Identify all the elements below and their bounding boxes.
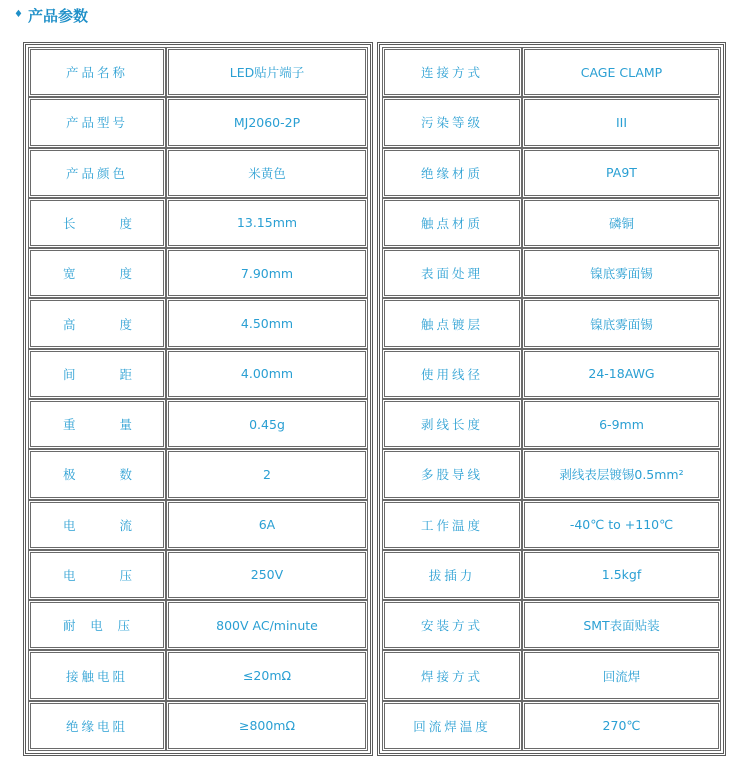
param-value: 4.00mm — [166, 349, 368, 399]
param-label-char: 距 — [119, 366, 135, 382]
param-label — [28, 198, 166, 248]
param-label — [28, 500, 166, 550]
param-value: 6-9mm — [522, 399, 721, 449]
param-value: -40℃ to +110℃ — [522, 500, 721, 550]
table-row — [382, 550, 721, 600]
param-label — [28, 600, 166, 650]
table-row — [382, 399, 721, 449]
param-label-char: 电 — [63, 567, 79, 583]
param-label-char: 度 — [119, 215, 135, 231]
param-label-char: 压 — [117, 618, 133, 634]
param-label-char: 数 — [119, 467, 135, 483]
param-label-char: 宽 — [63, 266, 79, 282]
table-row — [28, 349, 368, 399]
param-value: LED贴片端子 — [166, 47, 368, 97]
param-value: PA9T — [522, 148, 721, 198]
param-value: 米黄色 — [166, 148, 368, 198]
param-label-char: 压 — [119, 567, 135, 583]
table-row — [28, 97, 368, 147]
param-label — [28, 248, 166, 298]
table-row — [28, 701, 368, 751]
param-label — [28, 298, 166, 348]
param-value: SMT表面贴装 — [522, 600, 721, 650]
param-value: 800V AC/minute — [166, 600, 368, 650]
param-value: III — [522, 97, 721, 147]
table-row — [28, 198, 368, 248]
param-label: 连接方式 — [382, 47, 522, 97]
table-row — [28, 298, 368, 348]
param-value: 270℃ — [522, 701, 721, 751]
diamond-icon: ♦ — [14, 9, 23, 20]
param-label: 表面处理 — [382, 248, 522, 298]
param-value: 24-18AWG — [522, 349, 721, 399]
param-label-char: 量 — [119, 417, 135, 433]
param-value: 7.90mm — [166, 248, 368, 298]
table-row — [382, 248, 721, 298]
table-row — [382, 148, 721, 198]
table-row — [28, 47, 368, 97]
param-label: 产品颜色 — [28, 148, 166, 198]
table-row — [28, 500, 368, 550]
table-row — [382, 701, 721, 751]
table-row — [28, 550, 368, 600]
param-label: 绝缘材质 — [382, 148, 522, 198]
param-value: 镍底雾面锡 — [522, 298, 721, 348]
table-row — [382, 298, 721, 348]
param-label-char: 重 — [63, 417, 79, 433]
table-row — [28, 600, 368, 650]
param-value: 0.45g — [166, 399, 368, 449]
param-label-char: 度 — [119, 316, 135, 332]
spec-table-right — [377, 42, 726, 756]
param-label: 剥线长度 — [382, 399, 522, 449]
param-label-char: 长 — [63, 215, 79, 231]
param-value: 磷铜 — [522, 198, 721, 248]
param-value: MJ2060-2P — [166, 97, 368, 147]
param-label: 产品型号 — [28, 97, 166, 147]
param-value: 1.5kgf — [522, 550, 721, 600]
section-title: 产品参数 — [27, 6, 88, 25]
param-label: 回流焊温度 — [382, 701, 522, 751]
param-value: 剥线表层镀锡0.5mm² — [522, 449, 721, 499]
table-row — [28, 650, 368, 700]
param-label-char: 间 — [63, 366, 79, 382]
table-row — [28, 449, 368, 499]
table-row — [382, 198, 721, 248]
param-label-char: 度 — [119, 266, 135, 282]
spec-table-left — [23, 42, 373, 756]
param-label: 焊接方式 — [382, 650, 522, 700]
table-row — [28, 399, 368, 449]
param-label-char: 电 — [63, 517, 79, 533]
section-heading — [14, 4, 88, 26]
param-value: 回流焊 — [522, 650, 721, 700]
table-row — [382, 449, 721, 499]
table-row — [382, 500, 721, 550]
table-row — [382, 349, 721, 399]
param-value: ≥800mΩ — [166, 701, 368, 751]
param-value: 2 — [166, 449, 368, 499]
param-value: 镍底雾面锡 — [522, 248, 721, 298]
param-label-char: 耐 — [63, 618, 79, 634]
table-row — [382, 650, 721, 700]
param-label: 产品名称 — [28, 47, 166, 97]
param-label: 多股导线 — [382, 449, 522, 499]
param-label: 拔插力 — [382, 550, 522, 600]
param-label-char: 极 — [63, 467, 79, 483]
param-label: 接触电阻 — [28, 650, 166, 700]
param-value: 6A — [166, 500, 368, 550]
param-label: 触点材质 — [382, 198, 522, 248]
param-value: 13.15mm — [166, 198, 368, 248]
table-row — [382, 47, 721, 97]
param-label: 绝缘电阻 — [28, 701, 166, 751]
param-label-char: 流 — [119, 517, 135, 533]
param-label — [28, 349, 166, 399]
param-value: 250V — [166, 550, 368, 600]
param-value: 4.50mm — [166, 298, 368, 348]
param-label: 工作温度 — [382, 500, 522, 550]
param-label — [28, 399, 166, 449]
param-label-char: 电 — [90, 618, 106, 634]
table-row — [28, 248, 368, 298]
param-label-char: 高 — [63, 316, 79, 332]
param-label: 触点镀层 — [382, 298, 522, 348]
table-row — [382, 600, 721, 650]
param-label: 安装方式 — [382, 600, 522, 650]
param-label — [28, 550, 166, 600]
param-value: CAGE CLAMP — [522, 47, 721, 97]
param-label: 使用线径 — [382, 349, 522, 399]
param-label: 污染等级 — [382, 97, 522, 147]
table-row — [28, 148, 368, 198]
param-label — [28, 449, 166, 499]
table-row — [382, 97, 721, 147]
param-value: ≤20mΩ — [166, 650, 368, 700]
